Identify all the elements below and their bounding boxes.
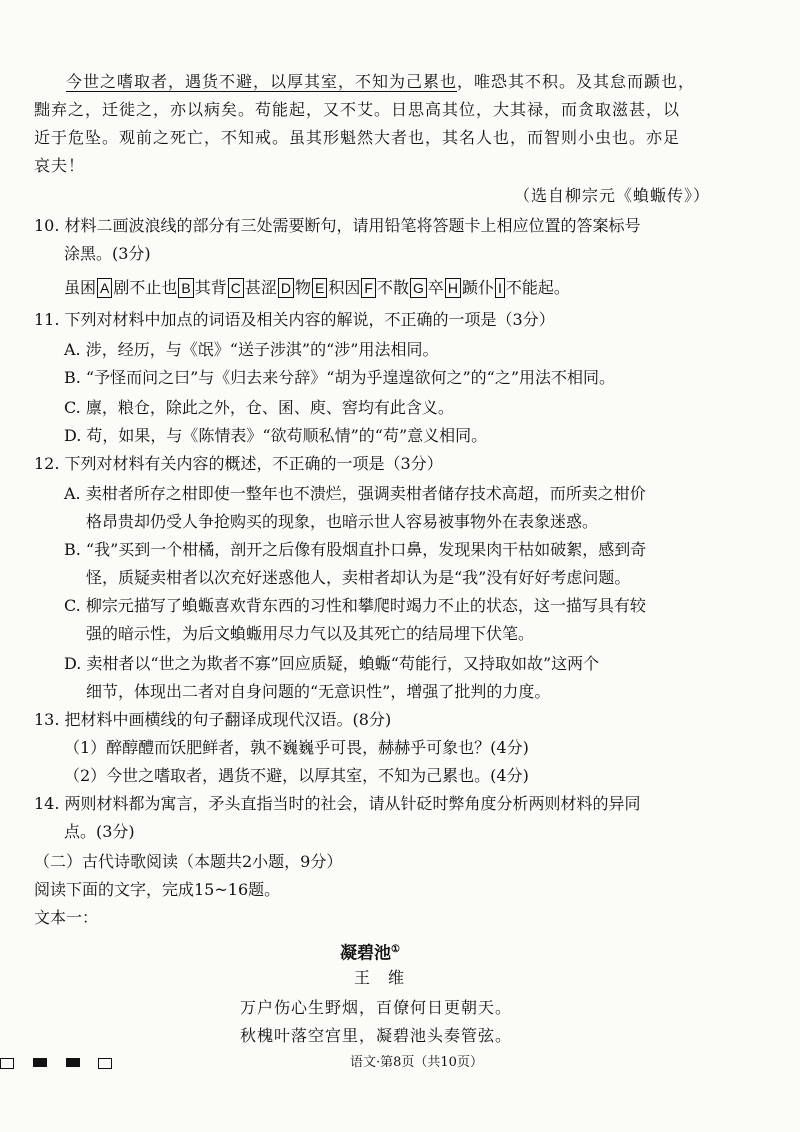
poem-line-1: 万户伤心生野烟，百僚何日更朝天。 — [240, 998, 513, 1017]
passage-source: （选自柳宗元《蝜蝂传》） — [514, 186, 711, 205]
q10-box-i[interactable]: I — [495, 278, 505, 298]
poem-line-2: 秋槐叶落空宫里，凝碧池头奏管弦。 — [240, 1026, 513, 1045]
q12-option-a-cont: 格昂贵却仍受人争抢购买的现象，也暗示世人容易被事物外在表象迷惑。 — [86, 512, 599, 531]
passage-line-3: 近于危坠。观前之死亡，不知戒。虽其形魁然大者也，其名人也，而智则小虫也。亦足 — [34, 128, 681, 147]
passage-underlined-sentence: 今世之嗜取者，遇货不避，以厚其室，不知为己累也 — [66, 72, 458, 91]
q10-segment: 积因 — [328, 278, 361, 297]
q11-option-d: D. 苟，如果，与《陈情表》“欲苟顺私情”的“苟”意义相同。 — [64, 426, 488, 445]
alignment-mark-solid — [33, 1058, 47, 1067]
passage-line-1 — [66, 68, 695, 96]
q12-stem: 12. 下列对材料有关内容的概述，不正确的一项是（3分） — [34, 454, 443, 473]
section-instruction: 阅读下面的文字，完成15~16题。 — [34, 880, 281, 899]
q10-box-a[interactable]: A — [97, 278, 112, 298]
q10-segment: 不散 — [376, 278, 409, 297]
q12-option-d: D. 卖柑者以“世之为欺者不寡”回应质疑，蝜蝂“苟能行，又持取如故”这两个 — [64, 654, 600, 673]
q10-segment: 剧不止也 — [113, 278, 178, 297]
q10-box-e[interactable]: E — [312, 278, 327, 298]
q10-box-b[interactable]: B — [178, 278, 193, 298]
q12-option-c-cont: 强的暗示性，为后文蝜蝂用尽力气以及其死亡的结局埋下伏笔。 — [86, 624, 535, 643]
q10-box-g[interactable]: G — [410, 278, 427, 298]
q10-stem-cont: 涂黑。(3分) — [64, 244, 151, 263]
q12-option-a: A. 卖柑者所存之柑即使一整年也不溃烂，强调卖柑者储存技术高超，而所卖之柑价 — [64, 484, 646, 503]
q14-stem: 14. 两则材料都为寓言，矛头直指当时的社会，请从针砭时弊角度分析两则材料的异同 — [34, 794, 641, 813]
q11-stem: 11. 下列对材料中加点的词语及相关内容的解说，不正确的一项是（3分） — [34, 310, 555, 329]
q10-stem: 10. 材料二画波浪线的部分有三处需要断句，请用铅笔将答题卡上相应位置的答案标号 — [34, 216, 641, 235]
q13-item-2: （2）今世之嗜取者，遇货不避，以厚其室，不知为己累也。(4分) — [64, 766, 529, 785]
passage-line-2: 黜弃之，迁徙之，亦以病矣。苟能起，又不艾。日思高其位，大其禄，而贪取滋甚，以 — [34, 100, 681, 119]
passage-line-4: 哀夫！ — [34, 156, 86, 175]
alignment-mark-hollow-left — [0, 1058, 14, 1069]
poem-author: 王 维 — [354, 968, 406, 987]
q10-break-sentence — [64, 274, 570, 302]
q10-segment: 其背 — [194, 278, 227, 297]
q13-item-1: （1）醉醇醴而饫肥鲜者，孰不巍巍乎可畏，赫赫乎可象也？(4分) — [64, 738, 529, 757]
q12-option-d-cont: 细节，体现出二者对自身问题的“无意识性”，增强了批判的力度。 — [86, 682, 551, 701]
alignment-mark-hollow-right — [98, 1058, 112, 1069]
q12-option-b-cont: 怪，质疑卖柑者以次充好迷惑他人，卖柑者却认为是“我”没有好好考虑问题。 — [86, 568, 631, 587]
q10-segment: 物 — [295, 278, 312, 297]
alignment-mark-solid — [66, 1058, 80, 1067]
q11-option-b: B. “予怪而问之曰”与《归去来兮辞》“胡为乎遑遑欲何之”的“之”用法不相同。 — [64, 368, 616, 387]
q10-segment: 虽困 — [64, 278, 97, 297]
passage-line-1-rest: ，唯恐其不积。及其怠而踬也， — [457, 72, 696, 91]
section-heading: （二）古代诗歌阅读（本题共2小题，9分） — [34, 852, 343, 871]
q10-box-h[interactable]: H — [445, 278, 461, 298]
poem-title-text: 凝碧池 — [340, 943, 391, 964]
q11-option-a: A. 涉，经历，与《氓》“送子涉淇”的“涉”用法相同。 — [64, 340, 439, 359]
q10-segment: 甚涩 — [244, 278, 277, 297]
text-label: 文本一： — [34, 908, 99, 927]
page-footer: 语文·第8页（共10页） — [350, 1055, 483, 1070]
q10-box-c[interactable]: C — [228, 278, 244, 298]
q10-box-d[interactable]: D — [278, 278, 294, 298]
q13-stem: 13. 把材料中画横线的句子翻译成现代汉语。(8分) — [34, 710, 392, 729]
q14-stem-cont: 点。(3分) — [64, 822, 135, 841]
poem-title — [340, 936, 400, 968]
q12-option-b: B. “我”买到一个柑橘，剖开之后像有股烟直扑口鼻，发现果肉干枯如破絮，感到奇 — [64, 540, 647, 559]
q10-segment: 不能起。 — [505, 278, 570, 297]
q11-option-c: C. 廪，粮仓，除此之外，仓、囷、庾、窖均有此含义。 — [64, 398, 454, 417]
q10-segment: 卒 — [427, 278, 444, 297]
q12-option-c: C. 柳宗元描写了蝜蝂喜欢背东西的习性和攀爬时竭力不止的状态，这一描写具有较 — [64, 596, 646, 615]
q10-box-f[interactable]: F — [361, 278, 376, 298]
q10-segment: 踬仆 — [461, 278, 494, 297]
footnote-mark: ① — [391, 944, 400, 955]
